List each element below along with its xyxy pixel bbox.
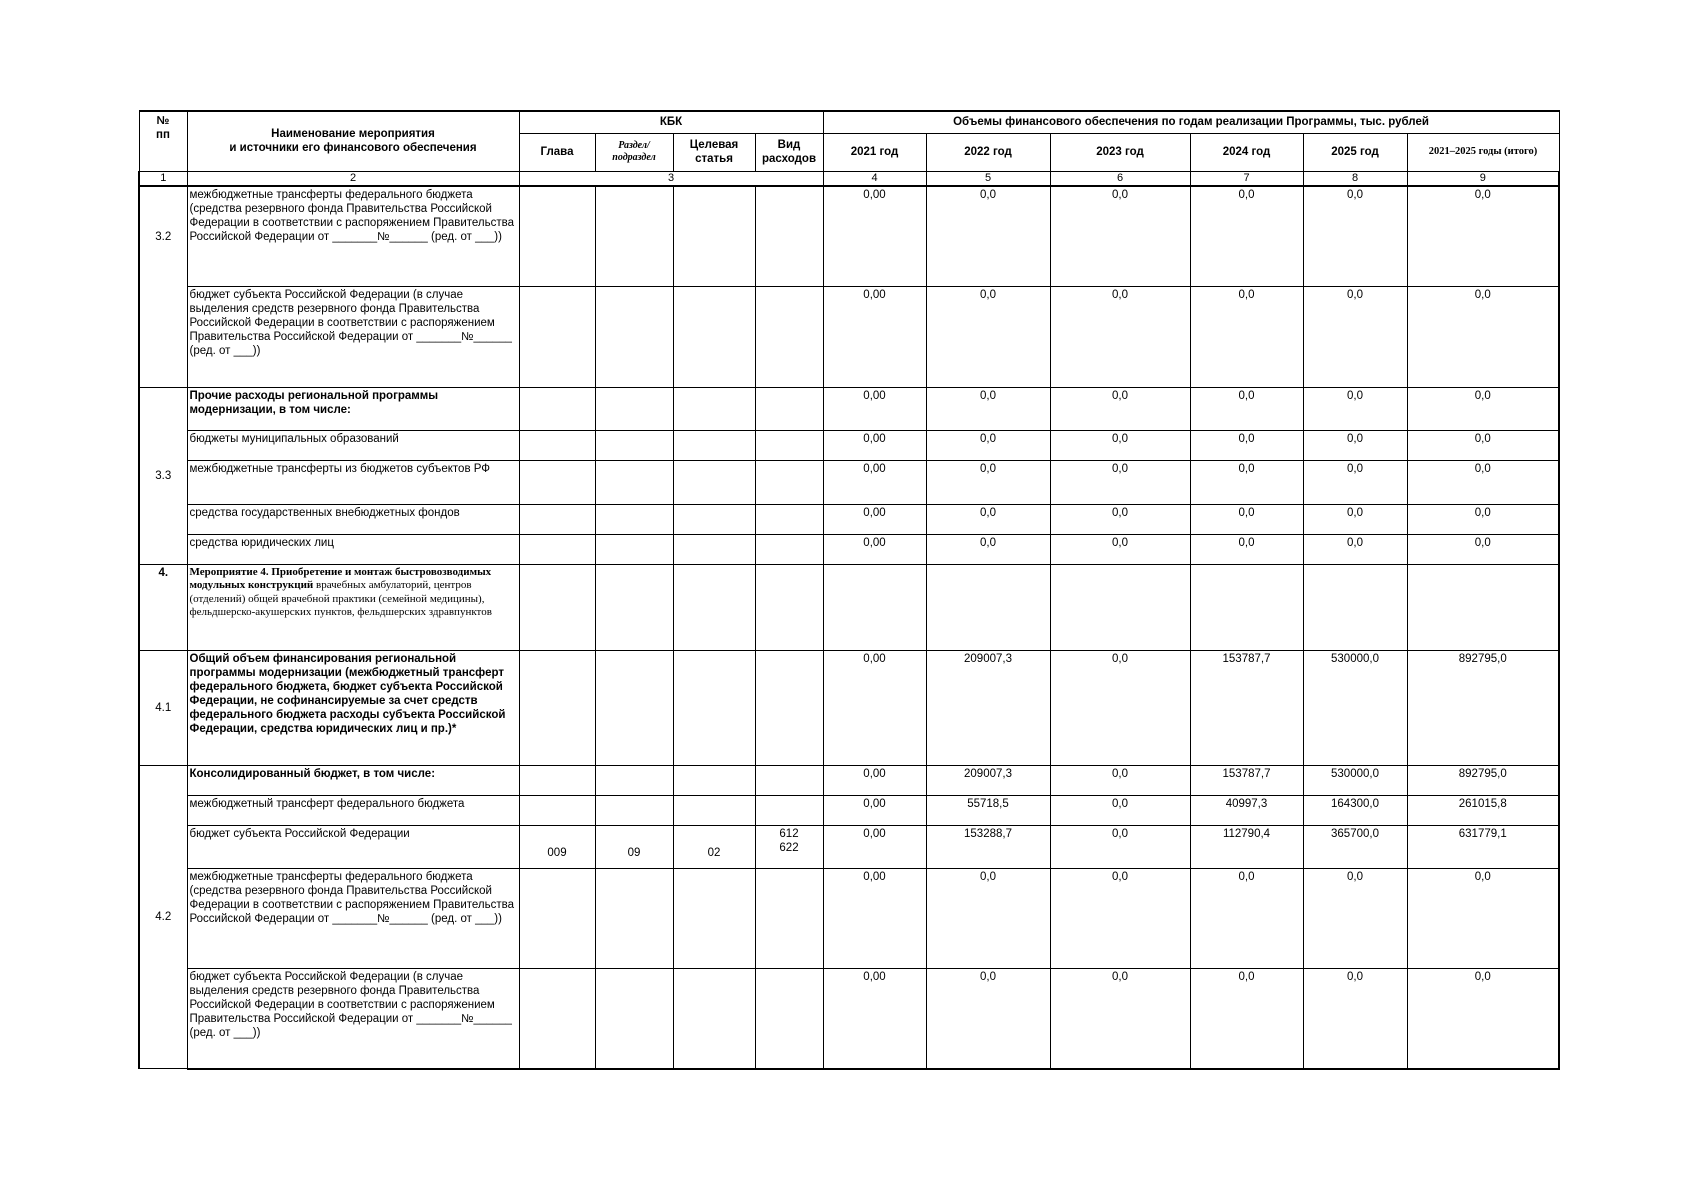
value-2021: 0,00 — [823, 431, 926, 461]
value-2023: 0,0 — [1050, 535, 1190, 565]
table-row — [139, 869, 1559, 969]
col-header-total: 2021–2025 годы (итого) — [1407, 133, 1559, 171]
value-2022: 0,0 — [926, 431, 1050, 461]
kbk-glava — [519, 869, 595, 969]
kbk-vid — [755, 388, 823, 431]
value-2023: 0,0 — [1050, 766, 1190, 796]
col-number: 5 — [926, 171, 1050, 186]
value-2023: 0,0 — [1050, 461, 1190, 505]
measure-description: врачебных амбулаторий, центров (отделений) общей врачебной практики (семейной медицины), фельдшерско-акушерских пунктов, фельдшерских здравпунктов — [189, 579, 492, 619]
value-total: 0,0 — [1407, 505, 1559, 535]
col-header-2022: 2022 год — [926, 133, 1050, 171]
kbk-razdel — [595, 796, 673, 826]
table-row — [139, 766, 1559, 796]
value-2025: 530000,0 — [1303, 651, 1407, 766]
kbk-razdel — [595, 535, 673, 565]
value-2022: 209007,3 — [926, 651, 1050, 766]
col-number: 7 — [1190, 171, 1303, 186]
value-2021: 0,00 — [823, 461, 926, 505]
value-total: 0,0 — [1407, 287, 1559, 388]
kbk-razdel — [595, 431, 673, 461]
value-2024: 0,0 — [1190, 969, 1303, 1069]
row-number: 4.2 — [139, 766, 187, 1069]
kbk-razdel: 09 — [595, 826, 673, 869]
kbk-glava — [519, 535, 595, 565]
kbk-glava — [519, 969, 595, 1069]
value-2021 — [823, 565, 926, 651]
col-number: 8 — [1303, 171, 1407, 186]
kbk-razdel — [595, 869, 673, 969]
value-2022: 0,0 — [926, 535, 1050, 565]
kbk-vid — [755, 431, 823, 461]
value-2021: 0,00 — [823, 651, 926, 766]
value-2024: 153787,7 — [1190, 651, 1303, 766]
value-total: 0,0 — [1407, 388, 1559, 431]
value-2025: 164300,0 — [1303, 796, 1407, 826]
value-2022: 0,0 — [926, 388, 1050, 431]
table-row — [139, 388, 1559, 431]
row-name: средства государственных внебюджетных фондов — [187, 505, 519, 535]
value-total: 892795,0 — [1407, 651, 1559, 766]
kbk-razdel — [595, 287, 673, 388]
value-2024: 0,0 — [1190, 505, 1303, 535]
value-2023: 0,0 — [1050, 969, 1190, 1069]
value-2021: 0,00 — [823, 287, 926, 388]
row-number: 4. — [139, 565, 187, 651]
col-number: 2 — [187, 171, 519, 186]
col-header-razdel: Раздел/ подраздел — [595, 133, 673, 171]
value-2022: 0,0 — [926, 186, 1050, 287]
value-2023: 0,0 — [1050, 186, 1190, 287]
value-2025: 0,0 — [1303, 461, 1407, 505]
value-2024: 0,0 — [1190, 535, 1303, 565]
kbk-glava: 009 — [519, 826, 595, 869]
value-2024: 112790,4 — [1190, 826, 1303, 869]
table-row — [139, 461, 1559, 505]
value-total: 0,0 — [1407, 186, 1559, 287]
value-2025: 0,0 — [1303, 388, 1407, 431]
value-2025: 0,0 — [1303, 287, 1407, 388]
value-2021: 0,00 — [823, 969, 926, 1069]
table-row — [139, 565, 1559, 651]
value-total: 0,0 — [1407, 461, 1559, 505]
value-total: 261015,8 — [1407, 796, 1559, 826]
pp-label: № пп — [156, 115, 170, 142]
kbk-celevaya — [673, 796, 755, 826]
value-2025: 0,0 — [1303, 431, 1407, 461]
value-total: 0,0 — [1407, 969, 1559, 1069]
value-2024: 0,0 — [1190, 186, 1303, 287]
value-2023 — [1050, 565, 1190, 651]
row-name: бюджеты муниципальных образований — [187, 431, 519, 461]
value-2024: 0,0 — [1190, 388, 1303, 431]
row-name: Общий объем финансирования региональной программы модернизации (межбюджетный трансферт федерального бюджета, бюджет субъекта Российской Федерации, не софинансируемые за счет средств федерального бюджета расходы субъекта Российской Федерации, средства юридических лиц и пр.)* — [187, 651, 519, 766]
value-2025: 530000,0 — [1303, 766, 1407, 796]
kbk-glava — [519, 287, 595, 388]
table-row — [139, 796, 1559, 826]
name-header-label: Наименование мероприятия и источники его финансового обеспечения — [229, 128, 477, 155]
row-name: средства юридических лиц — [187, 535, 519, 565]
value-2022 — [926, 565, 1050, 651]
kbk-vid — [755, 505, 823, 535]
value-2024: 40997,3 — [1190, 796, 1303, 826]
value-2023: 0,0 — [1050, 651, 1190, 766]
kbk-celevaya — [673, 287, 755, 388]
kbk-vid — [755, 969, 823, 1069]
value-2022: 0,0 — [926, 969, 1050, 1069]
col-number: 6 — [1050, 171, 1190, 186]
value-2023: 0,0 — [1050, 796, 1190, 826]
row-name: бюджет субъекта Российской Федерации (в случае выделения средств резервного фонда Правительства Российской Федерации в соответствии с распоряжением Правительства Российской Федерации от _______№______ (ред. от ___)) — [187, 969, 519, 1069]
row-name: Прочие расходы региональной программы модернизации, в том числе: — [187, 388, 519, 431]
row-number: 3.2 — [139, 186, 187, 388]
kbk-celevaya — [673, 186, 755, 287]
value-2021: 0,00 — [823, 535, 926, 565]
value-2025: 0,0 — [1303, 869, 1407, 969]
kbk-glava — [519, 796, 595, 826]
value-total: 631779,1 — [1407, 826, 1559, 869]
col-header-vid: Вид расходов — [755, 133, 823, 171]
row-name: бюджет субъекта Российской Федерации — [187, 826, 519, 869]
kbk-vid — [755, 869, 823, 969]
table-row — [139, 287, 1559, 388]
kbk-celevaya — [673, 388, 755, 431]
kbk-celevaya — [673, 969, 755, 1069]
kbk-razdel — [595, 388, 673, 431]
row-name: межбюджетные трансферты из бюджетов субъектов РФ — [187, 461, 519, 505]
table-row — [139, 186, 1559, 287]
table-row — [139, 826, 1559, 869]
value-2021: 0,00 — [823, 505, 926, 535]
col-header-celevaya: Целевая статья — [673, 133, 755, 171]
value-2025: 0,0 — [1303, 505, 1407, 535]
kbk-glava — [519, 565, 595, 651]
table-row — [139, 651, 1559, 766]
col-header-2024: 2024 год — [1190, 133, 1303, 171]
table-row — [139, 431, 1559, 461]
value-2022: 209007,3 — [926, 766, 1050, 796]
value-2023: 0,0 — [1050, 505, 1190, 535]
kbk-celevaya — [673, 565, 755, 651]
table-row — [139, 535, 1559, 565]
value-2025: 0,0 — [1303, 969, 1407, 1069]
value-2023: 0,0 — [1050, 388, 1190, 431]
col-header-2025: 2025 год — [1303, 133, 1407, 171]
col-header-volumes: Объемы финансового обеспечения по годам реализации Программы, тыс. рублей — [823, 111, 1559, 133]
kbk-vid — [755, 461, 823, 505]
row-name — [187, 565, 519, 651]
value-2025: 0,0 — [1303, 535, 1407, 565]
kbk-vid — [755, 565, 823, 651]
kbk-glava — [519, 388, 595, 431]
value-2025: 0,0 — [1303, 186, 1407, 287]
kbk-vid — [755, 287, 823, 388]
kbk-glava — [519, 505, 595, 535]
kbk-razdel — [595, 186, 673, 287]
value-2021: 0,00 — [823, 388, 926, 431]
value-2024 — [1190, 565, 1303, 651]
kbk-celevaya — [673, 651, 755, 766]
col-header-name — [187, 111, 519, 171]
value-2022: 0,0 — [926, 869, 1050, 969]
kbk-vid — [755, 766, 823, 796]
kbk-celevaya — [673, 766, 755, 796]
col-header-pp — [139, 111, 187, 171]
value-2024: 0,0 — [1190, 287, 1303, 388]
value-2024: 0,0 — [1190, 869, 1303, 969]
col-header-2021: 2021 год — [823, 133, 926, 171]
kbk-glava — [519, 186, 595, 287]
kbk-celevaya — [673, 461, 755, 505]
kbk-razdel — [595, 766, 673, 796]
col-number: 9 — [1407, 171, 1559, 186]
value-2025 — [1303, 565, 1407, 651]
row-name: межбюджетный трансферт федерального бюджета — [187, 796, 519, 826]
kbk-razdel — [595, 461, 673, 505]
value-2023: 0,0 — [1050, 869, 1190, 969]
col-number: 1 — [139, 171, 187, 186]
kbk-glava — [519, 461, 595, 505]
kbk-vid — [755, 796, 823, 826]
value-total: 0,0 — [1407, 869, 1559, 969]
value-2023: 0,0 — [1050, 431, 1190, 461]
value-2024: 0,0 — [1190, 461, 1303, 505]
value-2022: 0,0 — [926, 505, 1050, 535]
row-name: Консолидированный бюджет, в том числе: — [187, 766, 519, 796]
row-name: межбюджетные трансферты федерального бюджета (средства резервного фонда Правительства Российской Федерации в соответствии с распоряжением Правительства Российской Федерации от _______№______ (ред. от ___)) — [187, 186, 519, 287]
kbk-glava — [519, 766, 595, 796]
value-2022: 153288,7 — [926, 826, 1050, 869]
value-total — [1407, 565, 1559, 651]
kbk-celevaya — [673, 505, 755, 535]
column-number-row — [139, 171, 1559, 186]
kbk-razdel — [595, 565, 673, 651]
financing-table — [138, 110, 1560, 1070]
value-2021: 0,00 — [823, 796, 926, 826]
measure-title: Мероприятие 4. Приобретение и монтаж быстровозводимых модульных конструкций — [189, 566, 492, 592]
value-2024: 0,0 — [1190, 431, 1303, 461]
value-2022: 0,0 — [926, 287, 1050, 388]
kbk-celevaya — [673, 535, 755, 565]
kbk-celevaya — [673, 431, 755, 461]
col-number: 4 — [823, 171, 926, 186]
value-total: 0,0 — [1407, 535, 1559, 565]
kbk-glava — [519, 651, 595, 766]
kbk-vid: 612 622 — [755, 826, 823, 869]
kbk-vid — [755, 651, 823, 766]
value-2022: 0,0 — [926, 461, 1050, 505]
kbk-razdel — [595, 969, 673, 1069]
value-2025: 365700,0 — [1303, 826, 1407, 869]
row-name: межбюджетные трансферты федерального бюджета (средства резервного фонда Правительства Российской Федерации в соответствии с распоряжением Правительства Российской Федерации от _______№______ (ред. от ___)) — [187, 869, 519, 969]
value-2021: 0,00 — [823, 826, 926, 869]
kbk-razdel — [595, 651, 673, 766]
col-number: 3 — [519, 171, 823, 186]
kbk-celevaya: 02 — [673, 826, 755, 869]
kbk-razdel — [595, 505, 673, 535]
value-2022: 55718,5 — [926, 796, 1050, 826]
kbk-vid — [755, 535, 823, 565]
value-2021: 0,00 — [823, 186, 926, 287]
table-row — [139, 505, 1559, 535]
value-total: 0,0 — [1407, 431, 1559, 461]
col-header-kbk: КБК — [519, 111, 823, 133]
row-name: бюджет субъекта Российской Федерации (в случае выделения средств резервного фонда Правительства Российской Федерации в соответствии с распоряжением Правительства Российской Федерации от _______№______ (ред. от ___)) — [187, 287, 519, 388]
row-number: 3.3 — [139, 388, 187, 565]
value-2021: 0,00 — [823, 869, 926, 969]
value-2023: 0,0 — [1050, 826, 1190, 869]
kbk-glava — [519, 431, 595, 461]
col-header-glava: Глава — [519, 133, 595, 171]
row-number: 4.1 — [139, 651, 187, 766]
table-row — [139, 969, 1559, 1069]
value-total: 892795,0 — [1407, 766, 1559, 796]
value-2023: 0,0 — [1050, 287, 1190, 388]
value-2024: 153787,7 — [1190, 766, 1303, 796]
kbk-celevaya — [673, 869, 755, 969]
col-header-2023: 2023 год — [1050, 133, 1190, 171]
kbk-vid — [755, 186, 823, 287]
value-2021: 0,00 — [823, 766, 926, 796]
